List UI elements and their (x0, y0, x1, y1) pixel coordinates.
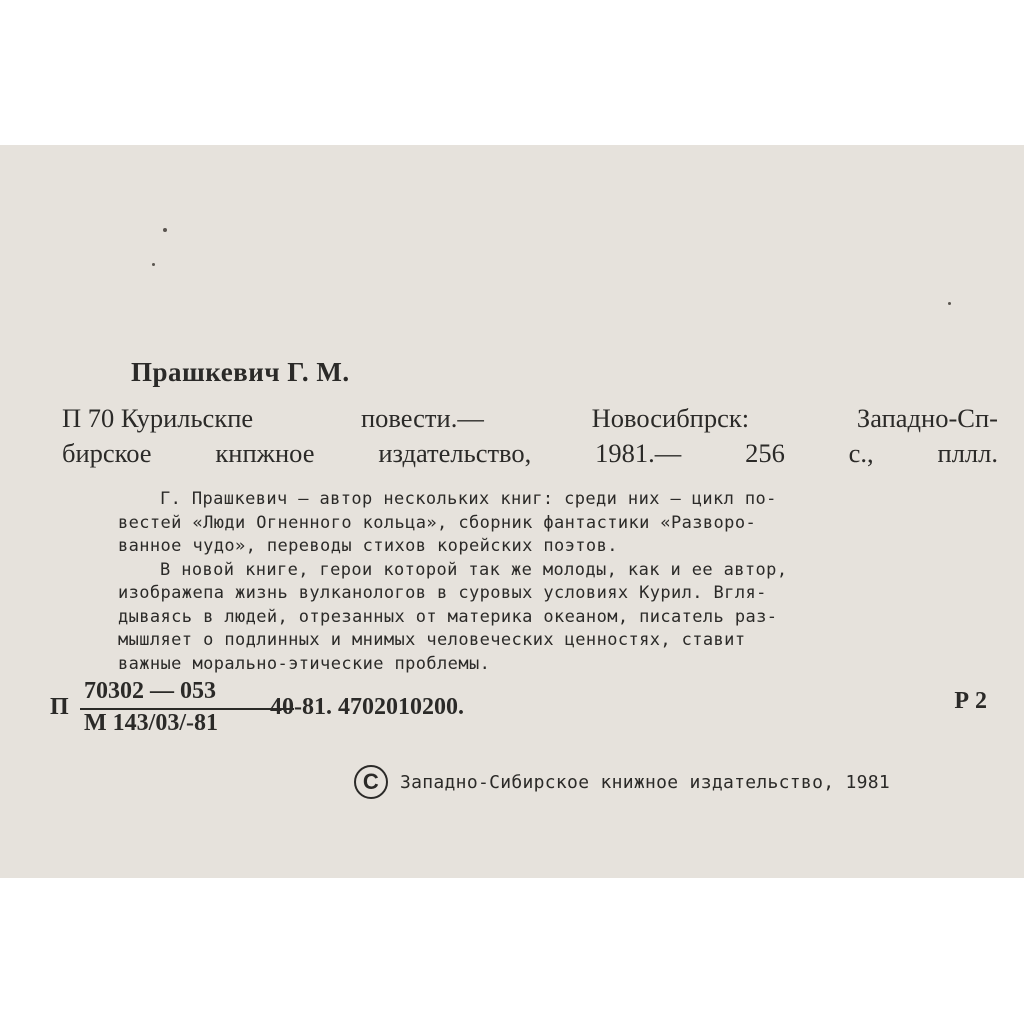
biblio-word: 256 (745, 438, 785, 468)
biblio-word: повести.— (360, 403, 484, 433)
ink-speck (948, 302, 951, 305)
bibliographic-record (62, 401, 998, 471)
author-name: Прашкевич Г. М. (131, 357, 350, 387)
biblio-word: бирское (62, 438, 152, 468)
code-rest: 40-81. 4702010200. (270, 694, 464, 720)
copyright-text: Западно-Сибирское книжное издательство, 1981 (400, 771, 891, 793)
annotation-line: важные морально-этические проблемы. (118, 653, 491, 674)
annotation-line: В новой книге, герои которой так же молоды, как и ее автор, (160, 559, 788, 580)
biblio-word: пллл. (937, 438, 998, 468)
annotation-line: Г. Прашкевич — автор нескольких книг: среди них — цикл по- (160, 489, 777, 509)
copyright-icon: C (354, 765, 388, 799)
annotation-line: изображепа жизнь вулканологов в суровых условиях Курил. Вгля- (118, 583, 767, 603)
code-prefix: П (50, 694, 69, 720)
biblio-word: Новосибпрск: (591, 403, 750, 433)
ink-speck (163, 228, 167, 232)
annotation-line: ванное чудо», переводы стихов корейских поэтов. (118, 536, 618, 556)
copyright-line (354, 765, 890, 799)
classification-code: Р 2 (954, 688, 987, 714)
biblio-word: 1981.— (595, 438, 682, 468)
annotation-line: мышляет о подлинных и мнимых человеческих ценностях, ставит (118, 630, 746, 650)
biblio-word: П 70 Курильскпе (62, 403, 254, 433)
code-numerator: 70302 — 053 (84, 678, 216, 704)
annotation-line: вестей «Люди Огненного кольца», сборник фантастики «Разворо- (118, 512, 757, 533)
code-denominator: М 143/03/-81 (84, 710, 218, 736)
catalog-code (50, 678, 995, 738)
biblio-word: кнпжное (215, 438, 315, 468)
ink-speck (152, 263, 155, 266)
annotation (118, 488, 995, 676)
biblio-line-2 (62, 436, 998, 471)
biblio-line-1 (62, 401, 998, 436)
biblio-word: издательство, (378, 438, 532, 468)
biblio-word: Западно-Сп- (856, 403, 998, 433)
annotation-line: дываясь в людей, отрезанных от материка океаном, писатель раз- (118, 606, 778, 627)
biblio-word: с., (848, 438, 874, 468)
book-page (0, 145, 1024, 878)
